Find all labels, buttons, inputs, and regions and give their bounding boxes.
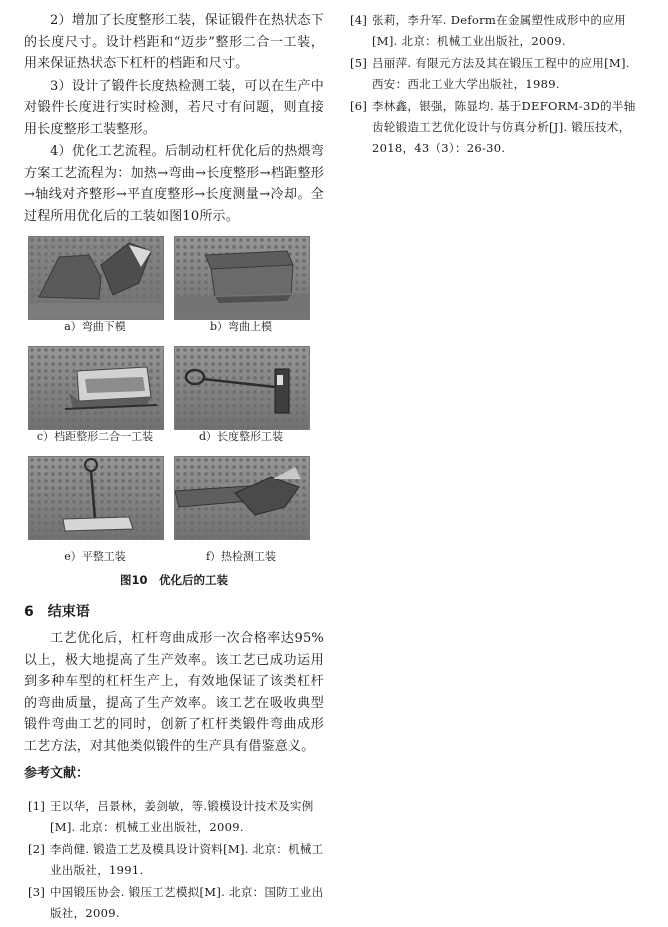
subfigure-caption-b: b）弯曲上模 <box>209 320 273 333</box>
photo-length-shaping-tool <box>174 346 310 430</box>
reference-item: [1] 王以华，吕景林，姜剑敏，等.锻模设计技术及实例[M]. 北京：机械工业出版社，2009. <box>28 799 314 834</box>
subfigure-caption-c: c）档距整形二合一工装 <box>36 430 154 443</box>
photo-bending-upper-die <box>174 236 310 320</box>
references-heading: 参考文献： <box>24 766 90 781</box>
reference-list-left <box>24 796 324 925</box>
subfigure-caption-e: e）平整工装 <box>64 550 126 563</box>
reference-item: [4] 张莉，李升军. Deform在金属塑性成形中的应用[M]. 北京：机械工业出版社，2009. <box>350 13 626 48</box>
subfigure-caption-a: a）弯曲下模 <box>64 320 126 333</box>
subfigure-caption-d: d）长度整形工装 <box>198 430 284 443</box>
section-title: 结束语 <box>47 604 90 620</box>
left-body-text <box>24 10 324 227</box>
section-number: 6 <box>24 604 34 620</box>
photo-flattening-tool <box>28 456 164 540</box>
subfigure-caption-f: f）热检测工装 <box>205 550 277 563</box>
section-heading <box>24 602 324 622</box>
paragraph-length-shaping: 2）增加了长度整形工装，保证锻件在热状态下的长度尺寸。设计档距和“迈步”整形二合一工装，用来保证热状态下杠杆的档距和尺寸。 <box>24 13 324 71</box>
paragraph-hot-inspection: 3）设计了锻件长度热检测工装，可以在生产中对锻件长度进行实时检测，若尺寸有问题，则直接用长度整形工装整形。 <box>24 78 324 137</box>
conclusion-text <box>24 628 324 757</box>
reference-list-right <box>346 10 644 160</box>
reference-item: [2] 李尚健. 锻造工艺及模具设计资料[M]. 北京：机械工业出版社，1991. <box>28 842 324 877</box>
reference-item: [3] 中国锻压协会. 锻压工艺模拟[M]. 北京：国防工业出版社，2009. <box>28 885 324 920</box>
photo-pitch-shaping-two-in-one-tool <box>28 346 164 430</box>
reference-item: [6] 李林鑫，银强，陈显均. 基于DEFORM-3D的半轴齿轮锻造工艺优化设计与仿真分析[J]. 锻压技术，2018，43（3）：26-30. <box>350 99 636 155</box>
paragraph-process-flow: 4）优化工艺流程。后制动杠杆优化后的热煨弯方案工艺流程为：加热→弯曲→长度整形→档距整形→轴线对齐整形→平直度整形→长度测量→冷却。全过程所用优化后的工装如图10所示。 <box>24 144 324 224</box>
photo-hot-inspection-tool <box>174 456 310 540</box>
paragraph-conclusion: 工艺优化后，杠杆弯曲成形一次合格率达95%以上，极大地提高了生产效率。该工艺已成功运用到多种车型的杠杆生产上，有效地保证了该类杠杆的弯曲质量，提高了生产效率。该工艺在吸收典型锻件弯曲工艺的同时，创新了杠杆类锻件弯曲成形工艺方法，对其他类似锻件的生产具有借鉴意义。 <box>24 631 324 754</box>
reference-item: [5] 吕丽萍. 有限元方法及其在锻压工程中的应用[M]. 西安：西北工业大学出版社，1989. <box>350 56 630 91</box>
figure-title: 图10 优化后的工装 <box>119 573 228 587</box>
photo-bending-lower-die <box>28 236 164 320</box>
